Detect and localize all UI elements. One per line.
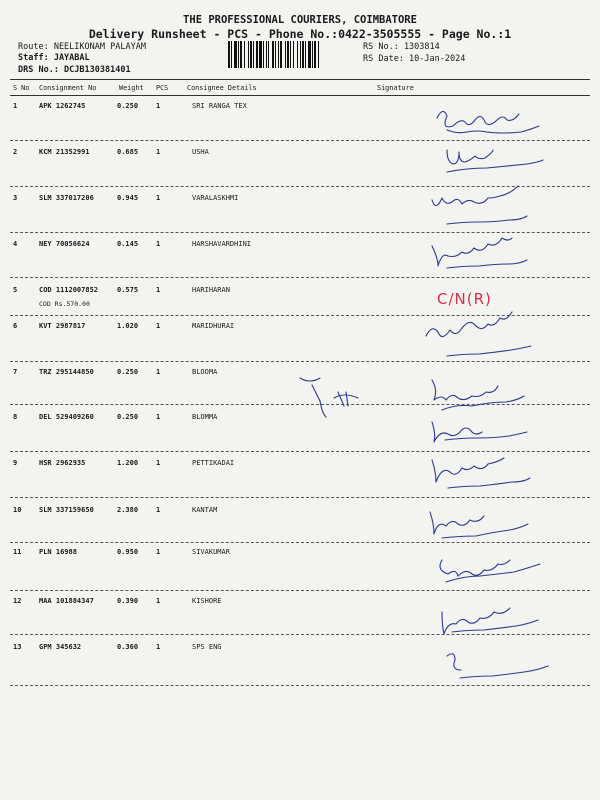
row-divider: [10, 590, 590, 591]
row-sno: 1: [13, 102, 18, 110]
row-pcs: 1: [156, 643, 161, 651]
row-consignment-no: PLN 16988: [39, 548, 77, 556]
table-row: [0, 643, 600, 685]
row-divider: [10, 404, 590, 405]
row-consignment-no: MAA 101884347: [39, 597, 94, 605]
row-divider: [10, 634, 590, 635]
barcode-bar: [259, 41, 262, 68]
row-weight: 0.575: [117, 286, 139, 294]
row-consignee: SRI RANGA TEX: [192, 102, 247, 110]
barcode-bar: [308, 41, 311, 68]
row-sno: 7: [13, 368, 18, 376]
row-pcs: 1: [156, 413, 161, 421]
row-divider: [10, 186, 590, 187]
barcode-bar: [266, 41, 267, 68]
table-row: [0, 194, 600, 236]
row-consignment-no: KVT 2987817: [39, 322, 86, 330]
col-pcs: PCS: [156, 84, 169, 92]
row-consignee: SIVAKUMAR: [192, 548, 230, 556]
row-cod-amount: COD Rs.570.00: [39, 300, 90, 308]
row-consignee: MARIDHURAI: [192, 322, 235, 330]
barcode-bar: [293, 41, 294, 68]
row-weight: 0.950: [117, 548, 139, 556]
row-sno: 4: [13, 240, 18, 248]
row-divider: [10, 315, 590, 316]
row-pcs: 1: [156, 368, 161, 376]
row-consignment-no: NEY 70056624: [39, 240, 90, 248]
row-divider: [10, 361, 590, 362]
barcode-bar: [234, 41, 237, 68]
route-label: Route: NEELIKONAM PALAYAM: [18, 42, 146, 52]
col-consignment: Consignment No: [39, 84, 97, 92]
row-sno: 13: [13, 643, 22, 651]
barcode-bar: [244, 41, 245, 68]
col-consignee: Consignee Details: [187, 84, 257, 92]
row-weight: 2.380: [117, 506, 139, 514]
barcode-bar: [297, 41, 298, 68]
row-consignee: VARALASKHMI: [192, 194, 239, 202]
row-consignee: USHA: [192, 148, 209, 156]
row-divider: [10, 542, 590, 543]
barcode-bar: [238, 41, 239, 68]
row-consignee: KANTAM: [192, 506, 218, 514]
row-sno: 5: [13, 286, 18, 294]
row-consignment-no: COD 1112007852: [39, 286, 99, 294]
row-weight: 0.390: [117, 597, 139, 605]
rs-date: RS Date: 10-Jan-2024: [363, 54, 466, 64]
barcode-bar: [278, 41, 279, 68]
row-consignment-no: TRZ 295144850: [39, 368, 94, 376]
barcode-bar: [300, 41, 301, 68]
row-sno: 10: [13, 506, 22, 514]
barcode-bar: [253, 41, 254, 68]
row-consignee: SPS ENG: [192, 643, 222, 651]
row-consignee: BLOMMA: [192, 413, 218, 421]
row-sno: 9: [13, 459, 18, 467]
row-pcs: 1: [156, 506, 161, 514]
table-row: [0, 240, 600, 282]
row-consignment-no: GPM 345632: [39, 643, 82, 651]
col-weight: Weight: [119, 84, 144, 92]
row-sno: 6: [13, 322, 18, 330]
row-weight: 0.250: [117, 413, 139, 421]
header-divider-top: [10, 79, 590, 80]
row-sno: 8: [13, 413, 18, 421]
row-divider: [10, 451, 590, 452]
barcode-bar: [228, 41, 230, 68]
row-divider: [10, 497, 590, 498]
row-sno: 2: [13, 148, 18, 156]
barcode-bar: [263, 41, 264, 68]
row-divider: [10, 277, 590, 278]
cnr-stamp: C/N(R): [437, 290, 492, 308]
row-consignment-no: DEL 529409260: [39, 413, 94, 421]
row-weight: 0.250: [117, 102, 139, 110]
barcode-bar: [272, 41, 274, 68]
table-row: [0, 148, 600, 190]
row-consignment-no: HSR 2962935: [39, 459, 86, 467]
row-divider: [10, 232, 590, 233]
row-consignee: BLOOMA: [192, 368, 218, 376]
row-consignee: HARSHAVARDHINI: [192, 240, 252, 248]
barcode-bar: [318, 41, 319, 68]
barcode-bar: [268, 41, 269, 68]
row-consignment-no: APK 1262745: [39, 102, 86, 110]
barcode-bar: [312, 41, 313, 68]
table-row: [0, 102, 600, 144]
row-pcs: 1: [156, 194, 161, 202]
barcode-bar: [248, 41, 249, 68]
row-weight: 0.250: [117, 368, 139, 376]
barcode-bar: [275, 41, 276, 68]
row-weight: 0.145: [117, 240, 139, 248]
drs-label: DRS No.: DCJB130381401: [18, 65, 131, 75]
row-weight: 0.945: [117, 194, 139, 202]
row-sno: 3: [13, 194, 18, 202]
barcode-bar: [240, 41, 242, 68]
company-title: THE PROFESSIONAL COURIERS, COIMBATORE: [183, 14, 417, 26]
row-consignment-no: SLM 337159650: [39, 506, 94, 514]
row-weight: 0.360: [117, 643, 139, 651]
barcode-bar: [280, 41, 282, 68]
col-signature: Signature: [377, 84, 414, 92]
table-row: [0, 459, 600, 501]
row-pcs: 1: [156, 102, 161, 110]
row-consignment-no: KCM 21352991: [39, 148, 90, 156]
table-row: [0, 597, 600, 639]
barcode-bar: [250, 41, 252, 68]
row-consignee: HARIHARAN: [192, 286, 230, 294]
header-divider-bottom: [10, 95, 590, 96]
row-pcs: 1: [156, 322, 161, 330]
barcode-bar: [302, 41, 304, 68]
barcode-bar: [285, 41, 286, 68]
row-consignee: KISHORE: [192, 597, 222, 605]
row-weight: 1.020: [117, 322, 139, 330]
table-row: [0, 322, 600, 364]
row-pcs: 1: [156, 148, 161, 156]
barcode: [228, 41, 358, 68]
row-pcs: 1: [156, 597, 161, 605]
barcode-bar: [314, 41, 316, 68]
runsheet-title: Delivery Runsheet - PCS - Phone No.:0422-3505555 - Page No.:1: [88, 27, 512, 41]
row-weight: 1.200: [117, 459, 139, 467]
row-weight: 0.685: [117, 148, 139, 156]
row-sno: 12: [13, 597, 22, 605]
barcode-bar: [287, 41, 289, 68]
row-divider: [10, 685, 590, 686]
barcode-bar: [256, 41, 258, 68]
barcode-bar: [231, 41, 232, 68]
row-pcs: 1: [156, 286, 161, 294]
barcode-bar: [290, 41, 291, 68]
row-pcs: 1: [156, 240, 161, 248]
staff-label: Staff: JAYABAL: [18, 53, 90, 63]
rs-number: RS No.: 1303814: [363, 42, 440, 52]
table-row: [0, 413, 600, 455]
row-sno: 11: [13, 548, 22, 556]
row-divider: [10, 140, 590, 141]
row-pcs: 1: [156, 548, 161, 556]
col-sno: S No: [13, 84, 30, 92]
barcode-bar: [305, 41, 306, 68]
row-consignment-no: SLM 337017206: [39, 194, 94, 202]
row-consignee: PETTIKADAI: [192, 459, 235, 467]
table-row: [0, 548, 600, 590]
row-pcs: 1: [156, 459, 161, 467]
